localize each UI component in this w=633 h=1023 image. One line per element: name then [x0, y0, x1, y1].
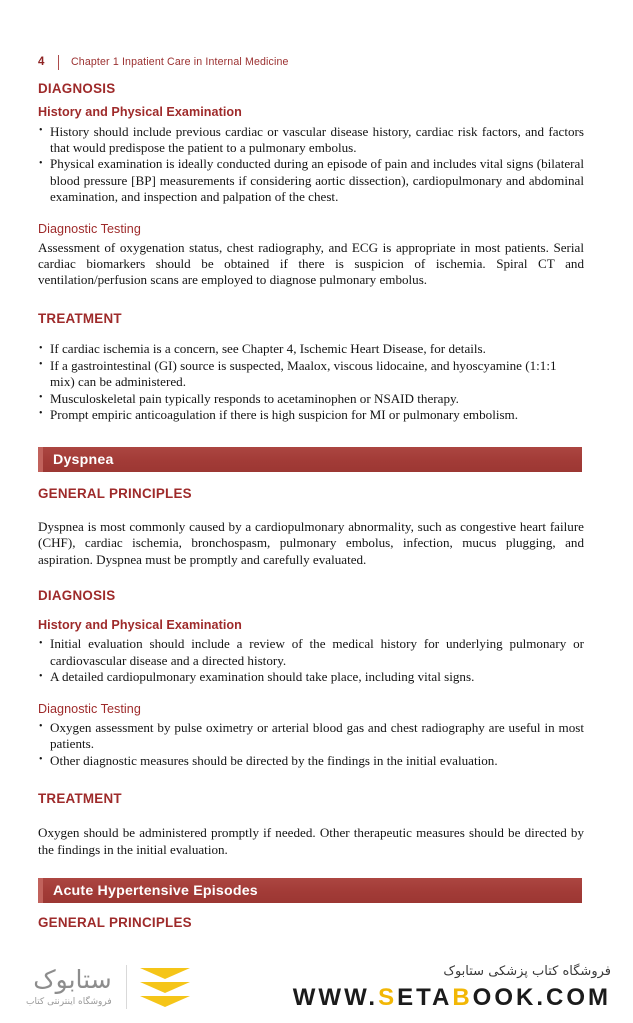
- footer-url-part: S: [378, 983, 398, 1011]
- list-item: • Oxygen assessment by pulse oximetry or arterial blood gas and chest radiography are useful in most patients.: [38, 720, 584, 753]
- spacer: [38, 423, 584, 447]
- running-head-title: Chapter 1 Inpatient Care in Internal Medicine: [71, 56, 289, 68]
- section-banner-title: Acute Hypertensive Episodes: [53, 882, 258, 899]
- list-history-physical-exam-dyspnea: [38, 636, 584, 685]
- list-history-physical-exam: [38, 124, 584, 206]
- heading-diagnosis: DIAGNOSIS: [38, 81, 116, 96]
- footer-tagline-fa: فروشگاه کتاب پزشکی ستابوک: [443, 964, 611, 980]
- spacer: [38, 206, 584, 222]
- heading-diagnostic-testing-dyspnea: Diagnostic Testing: [38, 701, 141, 716]
- brand-subtitle-fa: فروشگاه اینترنتی کتاب: [26, 997, 112, 1007]
- brand-name-fa: ستابوک: [33, 965, 112, 994]
- spacer: [38, 289, 584, 311]
- list-diagnostic-testing-dyspnea: [38, 720, 584, 769]
- spacer: [38, 686, 584, 702]
- spacer: [38, 511, 584, 519]
- chevron-down-icon: [140, 996, 190, 1007]
- footer-url-part: WWW.: [292, 983, 379, 1011]
- brand-logotype: [26, 967, 112, 1007]
- footer-url-part: OOK.COM: [472, 983, 611, 1011]
- paragraph-treatment-dyspnea: Oxygen should be administered promptly if needed. Other therapeutic measures should be directed by the findings in the initial evaluation.: [38, 825, 584, 857]
- list-treatment: [38, 341, 584, 423]
- list-item: • History should include previous cardiac or vascular disease history, cardiac risk factors, and factors that would predispose the patient to a pulmonary embolus.: [38, 124, 584, 157]
- brand-divider: [126, 965, 128, 1009]
- heading-history-physical-exam: History and Physical Examination: [38, 105, 242, 120]
- footer-site-info: [293, 962, 611, 1011]
- page-content: [38, 52, 584, 940]
- footer-url-part: B: [452, 983, 473, 1011]
- list-item: • Prompt empiric anticoagulation if there is high suspicion for MI or pulmonary embolism.: [38, 407, 584, 423]
- spacer: [38, 568, 584, 588]
- section-banner-dyspnea: [38, 447, 582, 472]
- spacer: [38, 815, 584, 825]
- heading-treatment: TREATMENT: [38, 310, 122, 326]
- spacer: [38, 858, 584, 878]
- footer-website-url[interactable]: [293, 984, 611, 1012]
- paragraph-general-principles: Dyspnea is most commonly caused by a cardiopulmonary abnormality, such as congestive heart failure (CHF), cardiac ischemia, bronchospasm, pulmonary embolus, infection, mucus plugging, and aspiration. Dyspnea must be promptly and carefully evaluated.: [38, 518, 584, 567]
- chevron-down-icon: [140, 968, 190, 979]
- list-item: • Musculoskeletal pain typically responds to acetaminophen or NSAID therapy.: [38, 391, 584, 407]
- spacer: [38, 472, 584, 486]
- list-item: • If cardiac ischemia is a concern, see Chapter 4, Ischemic Heart Disease, for details.: [38, 341, 584, 357]
- heading-diagnostic-testing: Diagnostic Testing: [38, 221, 141, 236]
- chevron-logo-icon: [140, 968, 190, 1007]
- section-banner-acute-hypertensive-episodes: [38, 878, 582, 903]
- list-item: • Initial evaluation should include a review of the medical history for underlying pulmonary or cardiovascular disease and a directed history.: [38, 636, 584, 669]
- list-item: • A detailed cardiopulmonary examination should take place, including vital signs.: [38, 669, 584, 685]
- list-item: • Physical examination is ideally conducted during an episode of pain and includes vital signs (bilateral blood pressure [BP] measurements if considering aortic dissection), cardiopulmonary and abdominal examination, and inspection and palpation of the chest.: [38, 156, 584, 205]
- paragraph-diagnostic-testing: Assessment of oxygenation status, chest radiography, and ECG is appropriate in most patients. Serial cardiac biomarkers should be obtained if there is suspicion of ischemia. Spiral CT and ventilation/perfusion scans are employed to diagnose pulmonary embolus.: [38, 239, 584, 288]
- heading-history-physical-exam-dyspnea: History and Physical Examination: [38, 618, 242, 633]
- section-banner-title: Dyspnea: [53, 451, 114, 468]
- spacer: [38, 903, 584, 915]
- running-head-rule: [58, 55, 59, 70]
- heading-diagnosis-dyspnea: DIAGNOSIS: [38, 587, 116, 603]
- page-number: 4: [38, 56, 45, 68]
- list-item: • If a gastrointestinal (GI) source is suspected, Maalox, viscous lidocaine, and hyoscyamine (1:1:1 mix) can be administered.: [38, 358, 584, 391]
- spacer: [38, 769, 584, 791]
- running-head: [38, 52, 584, 72]
- footer-watermark: [0, 951, 633, 1023]
- heading-treatment-dyspnea: TREATMENT: [38, 791, 122, 806]
- heading-general-principles: GENERAL PRINCIPLES: [38, 486, 192, 502]
- footer-url-part: ETA: [397, 983, 453, 1011]
- heading-general-principles-acute-hypertensive: GENERAL PRINCIPLES: [38, 915, 192, 931]
- footer-brand: [26, 965, 276, 1009]
- list-item: • Other diagnostic measures should be directed by the findings in the initial evaluation.: [38, 753, 584, 769]
- chevron-down-icon: [140, 982, 190, 993]
